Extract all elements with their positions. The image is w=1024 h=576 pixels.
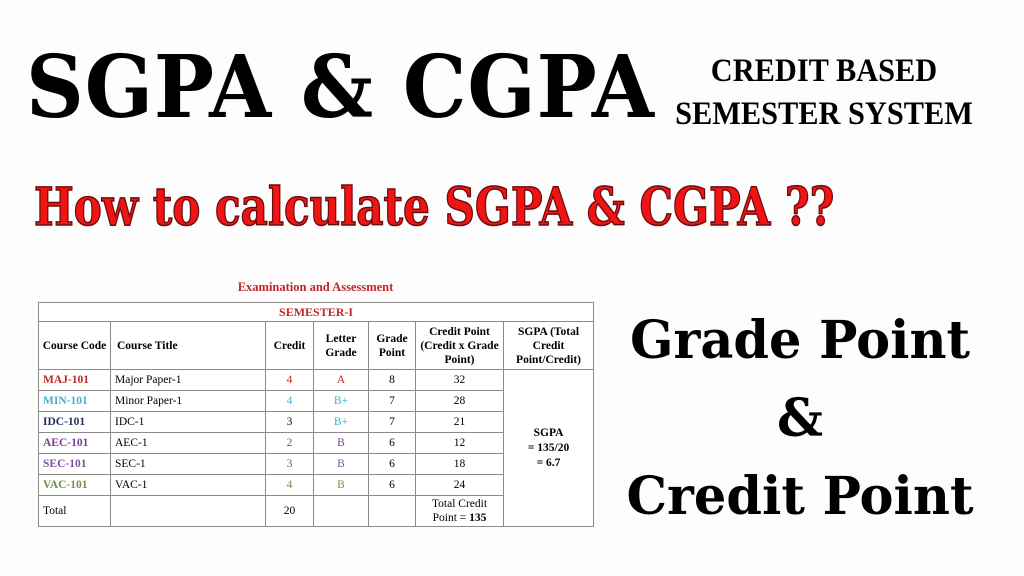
credit-point: 24 (416, 475, 504, 496)
table-caption: Examination and Assessment (237, 280, 394, 294)
course-code: SEC-101 (39, 454, 111, 475)
letter-grade: B+ (314, 412, 369, 433)
credit-point: 12 (416, 433, 504, 454)
grade-point: 6 (369, 454, 416, 475)
main-title: SGPA & CGPA (26, 37, 655, 138)
total-credit-point-prefix: Point = (432, 512, 470, 524)
col-grade-point: Grade Point (369, 322, 416, 370)
semester-row (39, 303, 594, 322)
subtitle-line-2: SEMESTER SYSTEM (675, 96, 973, 132)
credit-point: 21 (416, 412, 504, 433)
total-title-empty (111, 496, 266, 527)
course-code: MIN-101 (39, 391, 111, 412)
total-credit: 20 (266, 496, 314, 527)
headline: How to calculate SGPA & CGPA ?? (34, 177, 835, 238)
sgpa-value: = 6.7 (536, 456, 561, 469)
course-title: Major Paper-1 (111, 370, 266, 391)
course-code: AEC-101 (39, 433, 111, 454)
credit: 4 (266, 475, 314, 496)
letter-grade: B+ (314, 391, 369, 412)
grade-point: 7 (369, 391, 416, 412)
total-label: Total (39, 496, 111, 527)
col-credit: Credit (266, 322, 314, 370)
credit-point: 32 (416, 370, 504, 391)
credit: 2 (266, 433, 314, 454)
letter-grade: B (314, 454, 369, 475)
total-credit-point-label: Total Credit (431, 498, 488, 510)
letter-grade: A (314, 370, 369, 391)
total-credit-point-value: 135 (469, 512, 487, 524)
total-credit-point-line2 (418, 511, 501, 525)
col-credit-point: Credit Point (Credit x Grade Point) (416, 322, 504, 370)
right-line-1: Grade Point (629, 310, 971, 371)
grade-point: 8 (369, 370, 416, 391)
course-code: VAC-101 (39, 475, 111, 496)
letter-grade: B (314, 475, 369, 496)
credit-point: 28 (416, 391, 504, 412)
course-code: MAJ-101 (39, 370, 111, 391)
credit: 3 (266, 412, 314, 433)
semester-label: SEMESTER-I (39, 303, 594, 322)
table-row (39, 370, 594, 391)
col-letter-grade: Letter Grade (314, 322, 369, 370)
sgpa-result (504, 370, 594, 527)
grade-point: 6 (369, 433, 416, 454)
letter-grade: B (314, 433, 369, 454)
grade-point: 7 (369, 412, 416, 433)
col-course-code: Course Code (39, 322, 111, 370)
total-grade-empty (369, 496, 416, 527)
course-title: SEC-1 (111, 454, 266, 475)
subtitle (664, 50, 984, 136)
sgpa-formula: = 135/20 (527, 441, 570, 454)
credit: 4 (266, 370, 314, 391)
credit-point: 18 (416, 454, 504, 475)
course-title: VAC-1 (111, 475, 266, 496)
course-title: IDC-1 (111, 412, 266, 433)
grade-table (38, 302, 594, 527)
total-credit-point (416, 496, 504, 527)
credit: 3 (266, 454, 314, 475)
subtitle-line-1: CREDIT BASED (710, 53, 938, 89)
course-code: IDC-101 (39, 412, 111, 433)
right-line-3: Credit Point (626, 466, 974, 527)
credit: 4 (266, 391, 314, 412)
right-panel (604, 302, 996, 536)
sgpa-label: SGPA (533, 426, 564, 439)
total-letter-empty (314, 496, 369, 527)
course-title: Minor Paper-1 (111, 391, 266, 412)
course-title: AEC-1 (111, 433, 266, 454)
right-line-2: & (776, 388, 823, 449)
col-sgpa: SGPA (Total Credit Point/Credit) (504, 322, 594, 370)
grade-point: 6 (369, 475, 416, 496)
header-row (39, 322, 594, 370)
col-course-title: Course Title (111, 322, 266, 370)
